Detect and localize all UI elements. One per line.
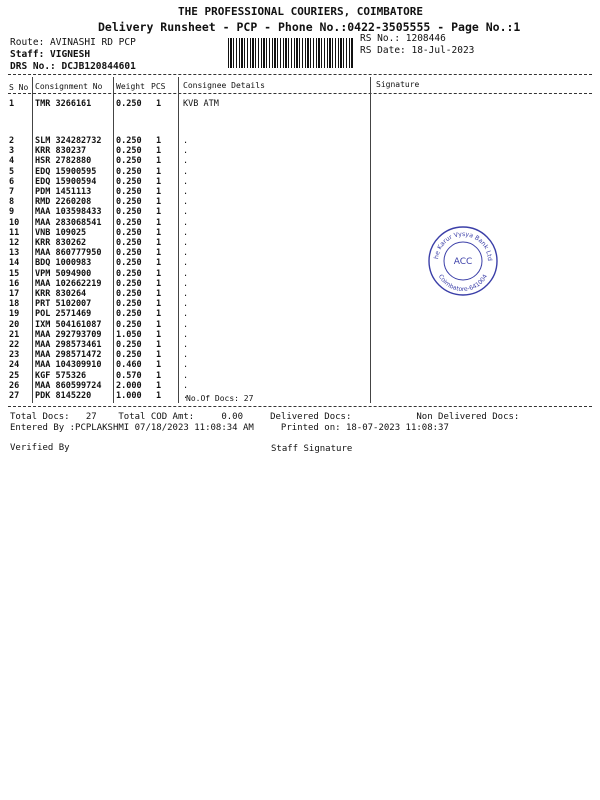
row-sno: 6 bbox=[9, 176, 15, 187]
row-weight: 0.570 bbox=[116, 370, 142, 381]
col-line-2 bbox=[113, 77, 114, 403]
row-consignee: . bbox=[183, 197, 189, 208]
row-pcs: 1 bbox=[156, 156, 162, 167]
row-pcs: 1 bbox=[156, 248, 162, 259]
row-weight: 2.000 bbox=[116, 380, 142, 391]
runsheet-title: Delivery Runsheet - PCP - Phone No.:0422-3505555 - Page No.:1 bbox=[98, 20, 521, 34]
row-pcs: 1 bbox=[156, 176, 162, 187]
row-weight: 0.250 bbox=[116, 299, 142, 310]
row-consignment: HSR 2782880 bbox=[35, 156, 92, 167]
row-pcs: 1 bbox=[156, 217, 162, 228]
row-sno: 16 bbox=[9, 278, 20, 289]
col-header-consignee: Consignee Details bbox=[183, 81, 265, 90]
stamp-top-text: he Karur Vysya Bank Ltd bbox=[433, 230, 494, 262]
row-sno: 2 bbox=[9, 136, 15, 146]
row-pcs: 1 bbox=[156, 146, 162, 157]
stamp-center-text: ACC bbox=[453, 257, 473, 267]
verified-by: Verified By bbox=[10, 443, 70, 453]
row-pcs: 1 bbox=[156, 309, 162, 320]
row-pcs: 1 bbox=[156, 340, 162, 350]
row-pcs: 1 bbox=[156, 268, 162, 279]
totals-line: Total Docs: 27 Total COD Amt: 0.00 Delivered Docs: Non Delivered Docs: bbox=[10, 412, 520, 422]
row-consignment: EDQ 15900594 bbox=[35, 176, 97, 187]
divider-header bbox=[8, 93, 592, 94]
row-pcs: 1 bbox=[156, 329, 162, 340]
row-weight: 0.250 bbox=[116, 227, 142, 238]
row-pcs: 1 bbox=[156, 207, 162, 218]
row-consignee: . bbox=[183, 227, 189, 238]
row-consignment: POL 2571469 bbox=[35, 309, 92, 320]
row-consignee: . bbox=[183, 258, 189, 269]
row-weight: 0.250 bbox=[116, 166, 142, 177]
row-consignment: SLM 324282732 bbox=[35, 136, 102, 146]
row-sno: 10 bbox=[9, 217, 20, 228]
row-pcs: 1 bbox=[156, 299, 162, 310]
rs-date: RS Date: 18-Jul-2023 bbox=[360, 45, 475, 56]
row-consignee: . bbox=[183, 340, 189, 350]
row-consignee: . bbox=[183, 248, 189, 259]
row-pcs: 1 bbox=[156, 391, 162, 401]
col-line-1 bbox=[32, 77, 33, 403]
col-header-consignment: Consignment No bbox=[35, 82, 103, 91]
row-pcs: 1 bbox=[156, 258, 162, 269]
row-consignee: . bbox=[183, 309, 189, 320]
row-consignee: . bbox=[183, 329, 189, 340]
row-sno: 1 bbox=[9, 99, 15, 109]
row-consignee: KVB ATM bbox=[183, 99, 219, 109]
divider-bottom bbox=[8, 406, 592, 407]
row-weight: 0.460 bbox=[116, 360, 142, 371]
row-sno: 13 bbox=[9, 248, 20, 259]
row-pcs: 1 bbox=[156, 99, 162, 109]
col-line-4 bbox=[370, 77, 371, 403]
row-weight: 0.250 bbox=[116, 289, 142, 299]
row-weight: 0.250 bbox=[116, 136, 142, 146]
row-consignee: . bbox=[183, 146, 189, 157]
row-consignment: VPM 5094900 bbox=[35, 268, 92, 279]
row-pcs: 1 bbox=[156, 350, 162, 361]
row-sno: 15 bbox=[9, 268, 20, 279]
row-weight: 0.250 bbox=[116, 217, 142, 228]
no-of-docs: No.Of Docs: 27 bbox=[186, 394, 254, 403]
row-sno: 14 bbox=[9, 258, 20, 269]
row-weight: 0.250 bbox=[116, 197, 142, 208]
row-consignment: KGF 575326 bbox=[35, 370, 87, 381]
row-pcs: 1 bbox=[156, 360, 162, 371]
row-consignment: RMD 2260208 bbox=[35, 197, 92, 208]
row-weight: 0.250 bbox=[116, 99, 142, 109]
bank-stamp bbox=[426, 224, 500, 298]
row-weight: 0.250 bbox=[116, 278, 142, 289]
stamp-graphic bbox=[426, 224, 500, 298]
row-weight: 0.250 bbox=[116, 319, 142, 330]
row-consignee: . bbox=[183, 268, 189, 279]
row-consignment: MAA 860599724 bbox=[35, 380, 102, 391]
row-consignment: MAA 298571472 bbox=[35, 350, 102, 361]
row-consignee: . bbox=[183, 350, 189, 361]
row-pcs: 1 bbox=[156, 289, 162, 299]
row-weight: 0.250 bbox=[116, 309, 142, 320]
row-consignee: . bbox=[183, 319, 189, 330]
entered-by-line: Entered By :PCPLAKSHMI 07/18/2023 11:08:34 AM Printed on: 18-07-2023 11:08:37 bbox=[10, 423, 449, 433]
row-pcs: 1 bbox=[156, 380, 162, 391]
row-consignment: TMR 3266161 bbox=[35, 99, 92, 109]
row-consignee: . bbox=[183, 136, 189, 146]
row-weight: 1.000 bbox=[116, 391, 142, 401]
row-consignee: . bbox=[183, 238, 189, 248]
row-weight: 0.250 bbox=[116, 146, 142, 157]
row-weight: 1.050 bbox=[116, 329, 142, 340]
row-consignee: . bbox=[183, 360, 189, 371]
row-weight: 0.250 bbox=[116, 258, 142, 269]
row-sno: 19 bbox=[9, 309, 20, 320]
row-pcs: 1 bbox=[156, 319, 162, 330]
row-weight: 0.250 bbox=[116, 340, 142, 350]
row-consignment: MAA 103598433 bbox=[35, 207, 102, 218]
row-pcs: 1 bbox=[156, 238, 162, 248]
row-pcs: 1 bbox=[156, 197, 162, 208]
staff-label: Staff: VIGNESH bbox=[10, 49, 91, 60]
row-consignee: . bbox=[183, 156, 189, 167]
row-consignee: . bbox=[183, 217, 189, 228]
row-weight: 0.250 bbox=[116, 156, 142, 167]
row-consignment: PDM 1451113 bbox=[35, 187, 92, 197]
col-header-signature: Signature bbox=[376, 80, 420, 89]
divider-top bbox=[8, 74, 592, 75]
row-consignment: PDK 8145220 bbox=[35, 391, 92, 401]
route-label: Route: AVINASHI RD PCP bbox=[10, 37, 136, 48]
row-sno: 3 bbox=[9, 146, 15, 157]
row-pcs: 1 bbox=[156, 166, 162, 177]
row-consignee: . bbox=[183, 289, 189, 299]
row-sno: 26 bbox=[9, 380, 20, 391]
row-consignment: MAA 283068541 bbox=[35, 217, 102, 228]
row-consignment: MAA 298573461 bbox=[35, 340, 102, 350]
row-consignment: MAA 292793709 bbox=[35, 329, 102, 340]
row-sno: 22 bbox=[9, 340, 20, 350]
col-header-pcs: PCS bbox=[151, 82, 166, 91]
row-consignment: PRT 5102007 bbox=[35, 299, 92, 310]
row-sno: 24 bbox=[9, 360, 20, 371]
row-consignment: KRR 830237 bbox=[35, 146, 87, 157]
row-sno: 12 bbox=[9, 238, 20, 248]
rs-number: RS No.: 1208446 bbox=[360, 33, 446, 44]
row-consignee: . bbox=[183, 391, 189, 401]
row-consignee: . bbox=[183, 278, 189, 289]
barcode bbox=[228, 38, 354, 68]
row-sno: 8 bbox=[9, 197, 15, 208]
row-weight: 0.250 bbox=[116, 238, 142, 248]
row-pcs: 1 bbox=[156, 136, 162, 146]
row-consignee: . bbox=[183, 299, 189, 310]
row-weight: 0.250 bbox=[116, 248, 142, 259]
row-sno: 20 bbox=[9, 319, 20, 330]
row-sno: 4 bbox=[9, 156, 15, 167]
row-consignment: MAA 860777950 bbox=[35, 248, 102, 259]
row-weight: 0.250 bbox=[116, 350, 142, 361]
row-sno: 18 bbox=[9, 299, 20, 310]
row-consignment: VNB 109025 bbox=[35, 227, 87, 238]
staff-signature: Staff Signature bbox=[271, 444, 353, 454]
row-pcs: 1 bbox=[156, 227, 162, 238]
row-sno: 23 bbox=[9, 350, 20, 361]
row-sno: 25 bbox=[9, 370, 20, 381]
row-consignment: MAA 102662219 bbox=[35, 278, 102, 289]
row-consignment: EDQ 15900595 bbox=[35, 166, 97, 177]
row-pcs: 1 bbox=[156, 370, 162, 381]
col-header-sno: S No bbox=[9, 83, 29, 92]
row-consignee: . bbox=[183, 187, 189, 197]
row-sno: 17 bbox=[9, 289, 20, 299]
row-weight: 0.250 bbox=[116, 207, 142, 218]
company-name: THE PROFESSIONAL COURIERS, COIMBATORE bbox=[178, 5, 424, 18]
row-consignee: . bbox=[183, 207, 189, 218]
row-consignment: BDQ 1000983 bbox=[35, 258, 92, 269]
drs-number: DRS No.: DCJB120844601 bbox=[10, 61, 136, 72]
row-consignment: KRR 830264 bbox=[35, 289, 87, 299]
row-pcs: 1 bbox=[156, 278, 162, 289]
row-sno: 7 bbox=[9, 187, 15, 197]
row-sno: 21 bbox=[9, 329, 20, 340]
row-sno: 11 bbox=[9, 227, 20, 238]
row-consignment: MAA 104309910 bbox=[35, 360, 102, 371]
row-consignee: . bbox=[183, 176, 189, 187]
row-pcs: 1 bbox=[156, 187, 162, 197]
col-line-3 bbox=[178, 77, 179, 403]
row-sno: 27 bbox=[9, 391, 20, 401]
row-consignee: . bbox=[183, 380, 189, 391]
row-consignment: IXM 504161087 bbox=[35, 319, 102, 330]
row-weight: 0.250 bbox=[116, 176, 142, 187]
stamp-bottom-text: Coimbatore-641004 bbox=[436, 273, 490, 294]
row-consignee: . bbox=[183, 370, 189, 381]
row-sno: 9 bbox=[9, 207, 15, 218]
row-consignment: KRR 830262 bbox=[35, 238, 87, 248]
row-weight: 0.250 bbox=[116, 187, 142, 197]
row-weight: 0.250 bbox=[116, 268, 142, 279]
row-sno: 5 bbox=[9, 166, 15, 177]
col-header-weight: Weight bbox=[116, 82, 145, 91]
row-consignee: . bbox=[183, 166, 189, 177]
